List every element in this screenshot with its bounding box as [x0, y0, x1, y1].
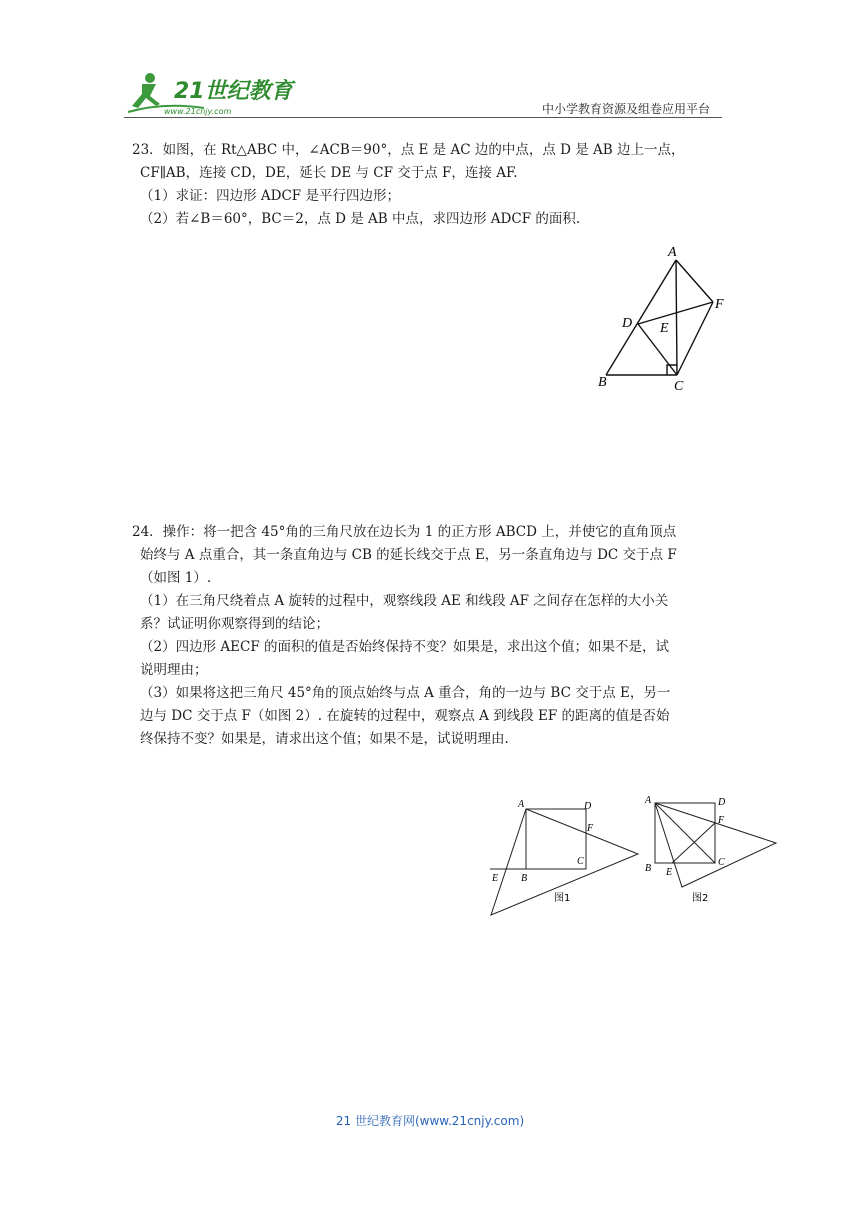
q24-stem-line1: 24．操作：将一把含 45°角的三角尺放在边长为 1 的正方形 ABCD 上，并使它的直角顶点 — [132, 524, 677, 540]
q24-part3-line3: 终保持不变？如果是，请求出这个值；如果不是，试说明理由. — [140, 731, 509, 747]
fig1-label-f: F — [587, 823, 594, 834]
logo-text: 21世纪教育 — [174, 79, 293, 104]
q24-stem-line2: 始终与 A 点重合，其一条直角边与 CB 的延长线交于点 E，另一条直角边与 DC 交于点 F — [140, 547, 677, 563]
fig23-label-d: D — [622, 316, 633, 331]
fig23-label-b: B — [598, 375, 607, 390]
fig2-label-a: A — [645, 795, 652, 806]
fig1-caption: 图1 — [554, 893, 571, 904]
fig23-label-c: C — [674, 379, 684, 394]
fig23-label-a: A — [668, 245, 677, 260]
platform-title: 中小学教育资源及组卷应用平台 — [542, 102, 711, 116]
q24-figure-2 — [640, 793, 785, 918]
fig1-label-d: D — [584, 801, 592, 812]
fig2-label-b: B — [645, 863, 652, 874]
q24-part3-line1: （3）如果将这把三角尺 45°角的顶点始终与点 A 重合，角的一边与 BC 交于点 E，另一 — [140, 685, 671, 701]
fig2-caption: 图2 — [692, 893, 709, 904]
site-logo — [124, 68, 304, 118]
q23-part2: （2）若∠B＝60°，BC＝2，点 D 是 AB 中点，求四边形 ADCF 的面积. — [140, 211, 581, 227]
header-divider — [124, 117, 722, 118]
q24-part1-line2: 系？试证明你观察得到的结论； — [140, 616, 329, 632]
q23-stem-line1: 23．如图，在 Rt△ABC 中，∠ACB＝90°，点 E 是 AC 边的中点，点 D 是 AB 边上一点， — [132, 142, 685, 158]
q23-stem-line2: CF∥AB，连接 CD，DE，延长 DE 与 CF 交于点 F，连接 AF. — [140, 165, 518, 181]
q24-part3-line2: 边与 DC 交于点 F（如图 2）. 在旋转的过程中，观察点 A 到线段 EF 的距离的值是否始 — [140, 708, 670, 724]
page-footer[interactable]: 21 世纪教育网(www.21cnjy.com) — [335, 1114, 525, 1128]
fig2-label-e: E — [666, 867, 673, 878]
fig2-label-f: F — [718, 815, 725, 826]
q23-figure — [590, 240, 730, 395]
q24-part2-line2: 说明理由； — [140, 662, 208, 678]
q24-part1-line1: （1）在三角尺绕着点 A 旋转的过程中，观察线段 AE 和线段 AF 之间存在怎样的大小关 — [140, 593, 669, 609]
question-23 — [132, 139, 727, 231]
fig2-label-d: D — [718, 797, 726, 808]
fig23-label-f: F — [715, 297, 724, 312]
fig1-label-e: E — [492, 873, 499, 884]
logo-url: www.21cnjy.com — [164, 107, 232, 116]
q24-stem-line3: （如图 1）. — [140, 570, 212, 586]
fig1-label-a: A — [518, 799, 525, 810]
q24-part2-line1: （2）四边形 AECF 的面积的值是否始终保持不变？如果是，求出这个值；如果不是，试 — [140, 639, 669, 655]
fig2-label-c: C — [718, 857, 725, 868]
q24-figure-1 — [488, 793, 643, 918]
fig23-label-e: E — [660, 321, 669, 336]
fig1-label-c: C — [577, 856, 584, 867]
fig1-label-b: B — [521, 873, 528, 884]
q23-part1: （1）求证：四边形 ADCF 是平行四边形； — [140, 188, 400, 204]
page-header — [0, 0, 860, 125]
question-24 — [132, 521, 727, 751]
